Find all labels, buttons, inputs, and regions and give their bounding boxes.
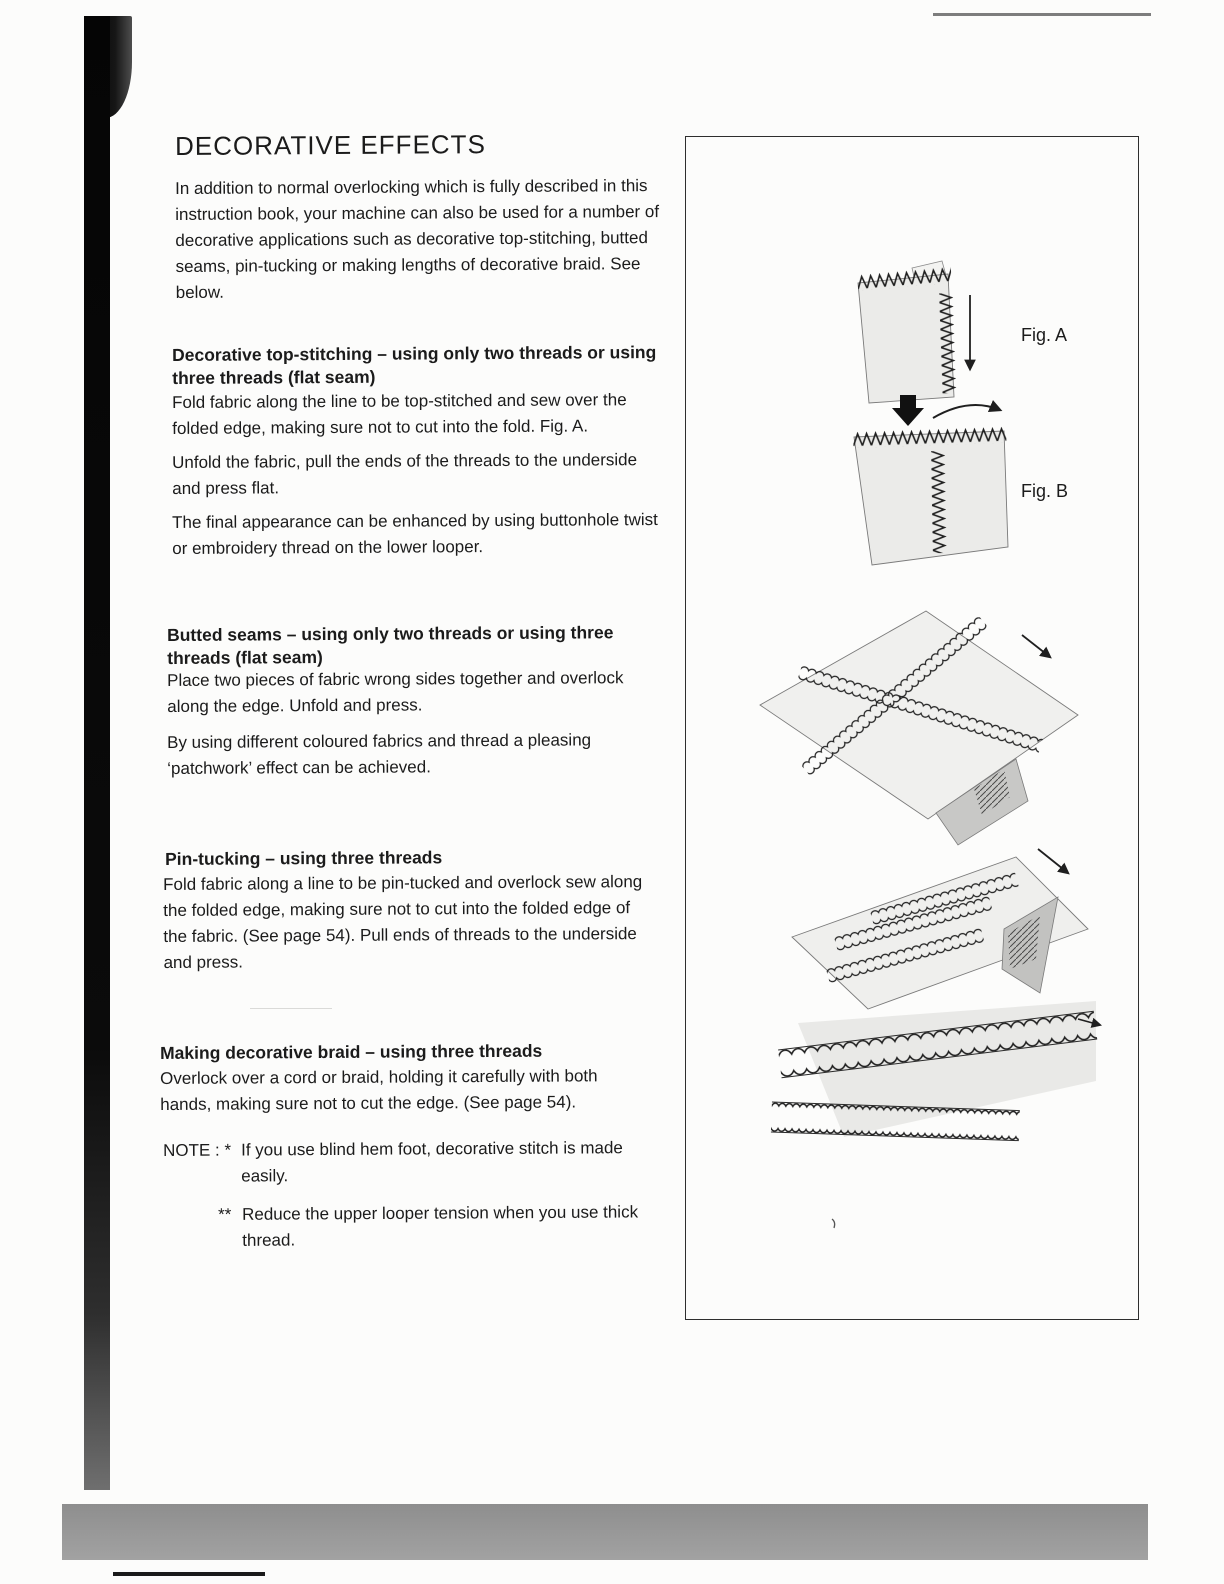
note-1-text: If you use blind hem foot, decorative stitch is made easily. <box>241 1138 623 1186</box>
fig-b-label: Fig. B <box>1021 481 1069 501</box>
figure-panel <box>685 136 1139 1320</box>
scan-bottom-bar <box>62 1504 1148 1560</box>
heading-top-stitching: Decorative top-stitching – using only two threads or using three threads (flat seam) <box>172 342 657 388</box>
patchwork-illustration <box>760 611 1078 845</box>
paragraph-top-stitching-3: The final appearance can be enhanced by using buttonhole twist or embroidery thread on the lower looper. <box>172 510 658 558</box>
scan-faint-rule <box>250 1008 332 1009</box>
note-1 <box>163 1135 645 1190</box>
fig-a-label: Fig. A <box>1021 325 1068 345</box>
heading-pin-tucking: Pin-tucking – using three threads <box>165 847 443 869</box>
note-2-text: Reduce the upper looper tension when you use thick thread. <box>242 1202 639 1250</box>
heading-butted-seams: Butted seams – using only two threads or using three threads (flat seam) <box>167 622 614 668</box>
paragraph-top-stitching-1: Fold fabric along the line to be top-stitched and sew over the folded edge, making sure not to cut into the fold. Fig. A. <box>172 390 627 438</box>
fig-a-illustration <box>857 261 970 403</box>
intro-paragraph: In addition to normal overlocking which is fully described in this instruction book, your machine can also be used for a number of decorative applications such as decorative top-stitching, butted seams, pin-tucking or making lengths of decorative braid. See below. <box>175 176 660 302</box>
scan-top-edge-line <box>933 13 1151 16</box>
heading-decorative-braid: Making decorative braid – using three threads <box>160 1040 543 1063</box>
page-title: DECORATIVE EFFECTS <box>175 129 486 161</box>
paragraph-butted-seams-1: Place two pieces of fabric wrong sides together and overlock along the edge. Unfold and press. <box>167 668 624 716</box>
pin-tucking-illustration <box>792 849 1088 1009</box>
braid-illustration <box>771 1001 1100 1142</box>
note-2 <box>218 1199 660 1254</box>
figures-illustration <box>686 137 1138 1319</box>
note-1-marker: NOTE : * <box>163 1140 232 1160</box>
note-2-marker: ** <box>218 1204 232 1224</box>
scan-bottom-line <box>113 1572 265 1576</box>
paragraph-pin-tucking-1: Fold fabric along a line to be pin-tucked and overlock sew along the folded edge, making sure not to cut into the folded edge of the fabric. (See page 54). Pull ends of threads to the underside and press. <box>163 872 643 972</box>
unfold-arrow <box>892 395 1000 426</box>
scan-binding-bar <box>84 16 110 1490</box>
paragraph-butted-seams-2: By using different coloured fabrics and thread a pleasing ‘patchwork’ effect can be achieved. <box>167 730 592 778</box>
scan-speck <box>832 1219 835 1228</box>
paragraph-top-stitching-2: Unfold the fabric, pull the ends of the threads to the underside and press flat. <box>172 450 638 498</box>
fig-b-illustration <box>853 427 1008 565</box>
paragraph-decorative-braid-1: Overlock over a cord or braid, holding it carefully with both hands, making sure not to cut the edge. (See page 54). <box>160 1066 598 1114</box>
